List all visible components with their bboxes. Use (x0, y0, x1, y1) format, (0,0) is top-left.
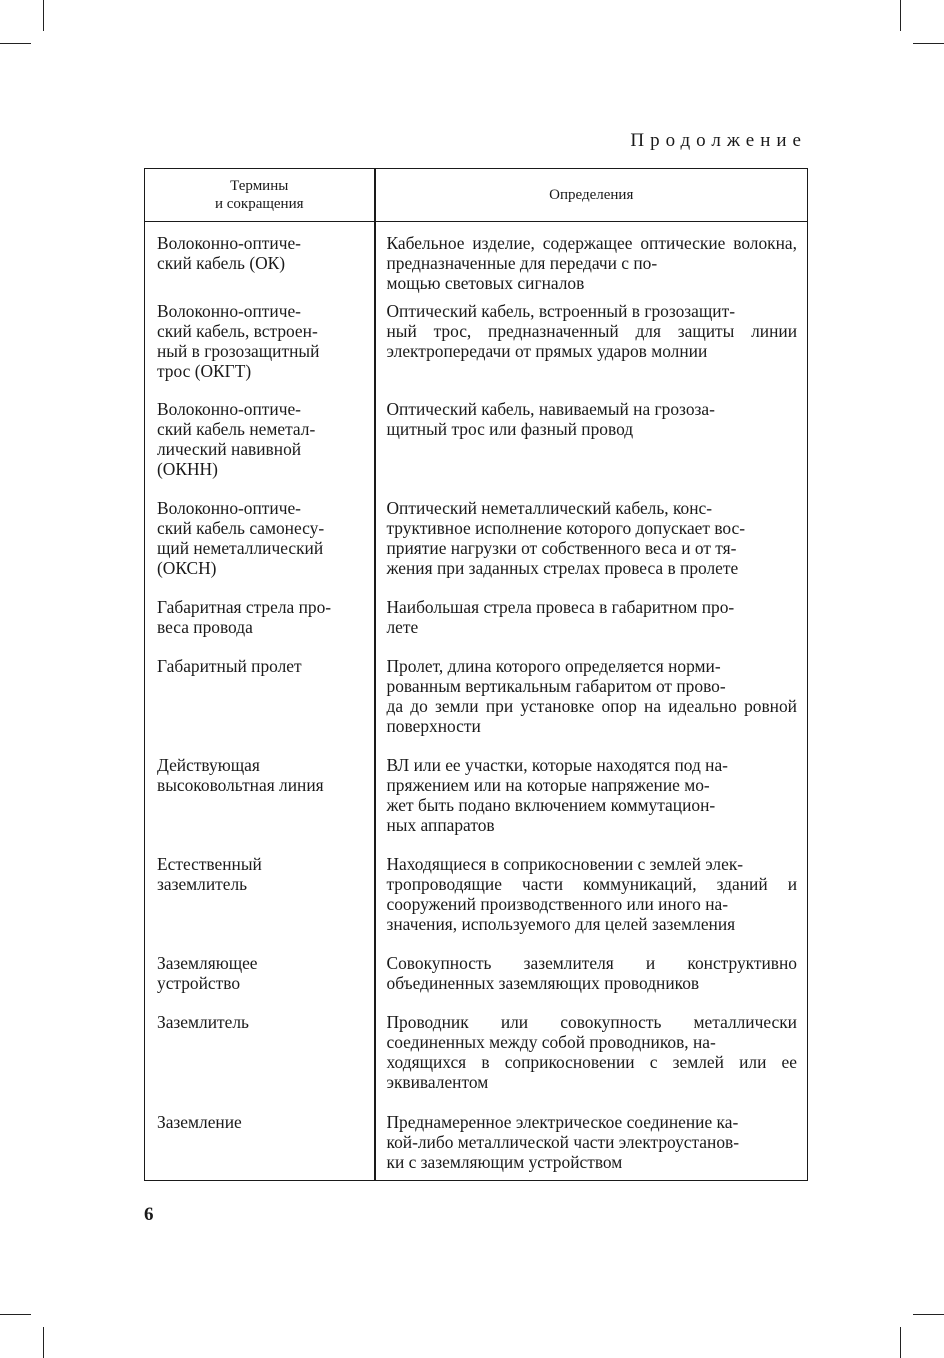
crop-mark-tl-h (0, 43, 31, 44)
crop-mark-bl-h (0, 1314, 31, 1315)
table-row (145, 597, 808, 656)
term-cell: Естественный заземлитель (145, 854, 375, 953)
terms-definitions-table (144, 168, 808, 1181)
header-terms-line-2: и сокращения (214, 196, 304, 212)
definition-cell: Оптический неметаллический кабель, конс- труктивное исполнение которого допускает вос- приятие нагрузки от собственного веса и от тя- жения при заданных стрелах провеса в пролете (386, 497, 746, 578)
table-row (145, 222, 808, 301)
term-cell: Заземляющее устройство (145, 953, 375, 1012)
table-row (145, 301, 808, 399)
definition-cell: ВЛ или ее участки, которые находятся под на- пряжением или на которые напряжение мо- жет быть подано включением коммутацион- ных аппаратов (386, 754, 728, 835)
table-row (145, 399, 808, 498)
term-cell: Габаритный пролет (145, 656, 375, 755)
header-terms-line-1: Термины (230, 178, 289, 194)
definition-cell: Кабельное изделие, содержащее оптические волокна, предназначенные для передачи с по- мощью световых сигналов (386, 233, 797, 293)
table-row (145, 498, 808, 597)
table-row (145, 1012, 808, 1112)
term-cell: Заземление (145, 1112, 375, 1181)
table-row (145, 656, 808, 755)
header-terms (145, 169, 375, 222)
term-cell: Волоконно-оптиче- ский кабель самонесу- щий неметаллический (ОКСН) (145, 498, 375, 597)
definition-cell: Оптический кабель, встроенный в грозозащит- ный трос, предназначенный для защиты линии электропередачи от прямых ударов молнии (386, 300, 797, 361)
term-cell: Габаритная стрела про- веса провода (145, 597, 375, 656)
table-row (145, 1112, 808, 1181)
table-header-row (145, 169, 808, 222)
continuation-label: Продолжение (630, 130, 807, 151)
crop-mark-bl-v (43, 1327, 44, 1358)
definition-cell: Пролет, длина которого определяется норми- рованным вертикальным габаритом от прово- да до земли при установке опор на идеально ровной поверхности (386, 655, 797, 736)
definition-cell: Находящиеся в соприкосновении с землей элек- тропроводящие части коммуникаций, зданий и сооружений производственного или иного на- значения, используемого для целей заземления (386, 853, 797, 934)
definition-cell: Оптический кабель, навиваемый на грозоза- щитный трос или фазный провод (386, 398, 715, 439)
crop-mark-tr-v (900, 0, 901, 31)
crop-mark-tl-v (43, 0, 44, 31)
definition-cell: Совокупность заземлителя и конструктивно объединенных заземляющих проводников (386, 952, 797, 993)
term-cell: Волоконно-оптиче- ский кабель неметал- лический навивной (ОКНН) (145, 399, 375, 498)
page-number: 6 (144, 1204, 154, 1225)
crop-mark-br-h (913, 1314, 944, 1315)
term-cell: Волоконно-оптиче- ский кабель, встроен- ный в грозозащитный трос (ОКГТ) (145, 301, 375, 399)
definition-cell: Преднамеренное электрическое соединение ка- кой-либо металлической части электроустанов- ки с заземляющим устройством (386, 1111, 740, 1172)
table-row (145, 854, 808, 953)
header-definitions: Определения (375, 169, 808, 222)
term-cell: Действующая высоковольтная линия (145, 755, 375, 854)
crop-mark-br-v (900, 1327, 901, 1358)
definition-cell: Проводник или совокупность металлически соединенных между собой проводников, на- ходящихся в соприкосновении с землей или ее эквивалентом (386, 1011, 797, 1092)
term-cell: Заземлитель (145, 1012, 375, 1112)
crop-mark-tr-h (913, 43, 944, 44)
definition-cell: Наибольшая стрела провеса в габаритном про- лете (386, 596, 735, 637)
table-row (145, 755, 808, 854)
table-row (145, 953, 808, 1012)
term-cell: Волоконно-оптиче- ский кабель (ОК) (145, 222, 375, 301)
